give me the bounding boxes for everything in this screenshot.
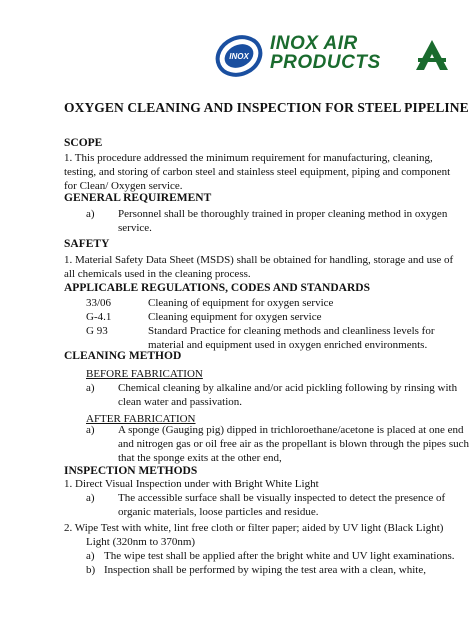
before-fabrication-label: BEFORE FABRICATION bbox=[86, 368, 203, 380]
safety-heading: SAFETY bbox=[64, 238, 110, 250]
inspection-line: organic materials, loose particles and residue. bbox=[118, 506, 319, 518]
cleaning-heading: CLEANING METHOD bbox=[64, 350, 182, 362]
safety-line: all chemicals used in the cleaning process. bbox=[64, 268, 251, 280]
list-marker: a) bbox=[86, 492, 95, 504]
scope-line: 1. This procedure addressed the minimum requirement for manufacturing, cleaning, bbox=[64, 152, 433, 164]
badge-text: INOX bbox=[229, 52, 249, 61]
scope-line: for Clean/ Oxygen service. bbox=[64, 180, 183, 192]
list-marker: a) bbox=[86, 208, 95, 220]
inspection-line: Light (320nm to 370nm) bbox=[86, 536, 196, 548]
standard-description: material and equipment used in oxygen enriched environments. bbox=[148, 339, 428, 351]
inspection-line: Inspection shall be performed by wiping the test area with a clean, white, bbox=[104, 564, 426, 576]
cleaning-line: that the sponge exits at the other end, bbox=[118, 452, 282, 464]
standard-code: G-4.1 bbox=[86, 311, 112, 323]
standard-description: Cleaning equipment for oxygen service bbox=[148, 311, 322, 323]
general-line: Personnel shall be thoroughly trained in proper cleaning method in oxygen bbox=[118, 208, 448, 220]
after-fabrication-label: AFTER FABRICATION bbox=[86, 413, 196, 425]
standard-code: 33/06 bbox=[86, 297, 112, 309]
company-logo bbox=[214, 30, 450, 82]
cleaning-line: and nitrogen gas or oil free air as the propellant is blown through the pipes such bbox=[118, 438, 469, 450]
standard-code: G 93 bbox=[86, 325, 108, 337]
list-marker: a) bbox=[86, 382, 95, 394]
list-marker: a) bbox=[86, 550, 95, 562]
general-heading: GENERAL REQUIREMENT bbox=[64, 192, 212, 204]
logo-wordmark bbox=[270, 34, 381, 72]
scope-heading: SCOPE bbox=[64, 137, 103, 149]
cleaning-line: A sponge (Gauging pig) dipped in trichloroethane/acetone is placed at one end bbox=[118, 424, 464, 436]
scope-line: testing, and storing of carbon steel and stainless steel equipment, piping and component bbox=[64, 166, 451, 178]
inspection-item: 2. Wipe Test with white, lint free cloth or filter paper; aided by UV light (Black Light) bbox=[64, 522, 444, 534]
general-line: service. bbox=[118, 222, 152, 234]
page-title: OXYGEN CLEANING AND INSPECTION FOR STEEL PIPELINE bbox=[64, 100, 469, 115]
inspection-line: The accessible surface shall be visually inspected to detect the presence of bbox=[118, 492, 446, 504]
air-products-mark-icon bbox=[414, 38, 450, 72]
inox-badge-icon bbox=[214, 34, 264, 78]
standard-description: Standard Practice for cleaning methods and cleanliness levels for bbox=[148, 325, 435, 337]
logo-line1: INOX AIR bbox=[270, 33, 358, 54]
regulations-heading: APPLICABLE REGULATIONS, CODES AND STANDARDS bbox=[64, 282, 370, 294]
cleaning-line: Chemical cleaning by alkaline and/or acid pickling following by rinsing with bbox=[118, 382, 458, 394]
list-marker: b) bbox=[86, 564, 96, 576]
cleaning-line: clean water and passivation. bbox=[118, 396, 243, 408]
logo-line2: PRODUCTS bbox=[270, 52, 381, 73]
safety-line: 1. Material Safety Data Sheet (MSDS) shall be obtained for handling, storage and use of bbox=[64, 254, 454, 266]
list-marker: a) bbox=[86, 424, 95, 436]
inspection-heading: INSPECTION METHODS bbox=[64, 465, 198, 477]
inspection-item: 1. Direct Visual Inspection under with Bright White Light bbox=[64, 478, 319, 490]
standard-description: Cleaning of equipment for oxygen service bbox=[148, 297, 334, 309]
inspection-line: The wipe test shall be applied after the bright white and UV light examinations. bbox=[104, 550, 455, 562]
